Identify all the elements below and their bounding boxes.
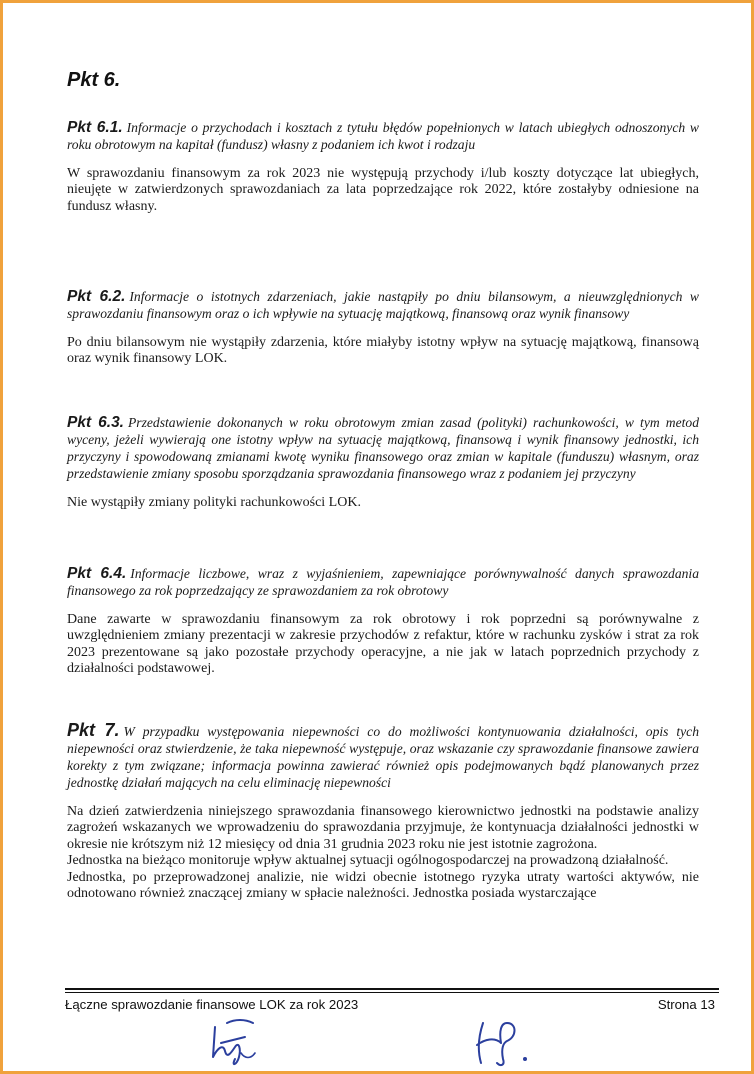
- footer-divider-thin: [65, 992, 719, 993]
- signature-right: [471, 1015, 535, 1071]
- section-paragraph: Dane zawarte w sprawozdaniu finansowym za rok obrotowy i rok poprzedni są porównywalne z uwzględnieniem zmiany prezentacji w zakresie przychodów z refaktur, które w rachunku zysków i strat za rok 2023 prezentowane są jako pozostałe przychody operacyjne, a nie jak w latach poprzednich przychody z działalności podstawowej.: [67, 612, 699, 677]
- section-6-4: [67, 565, 699, 678]
- section-label: Pkt 6.2.: [67, 288, 126, 305]
- section-title: [67, 722, 699, 791]
- section-6-1: [67, 119, 699, 215]
- page-heading: Pkt 6.: [67, 69, 121, 91]
- section-6-3: [67, 414, 699, 511]
- section-title-text: W przypadku występowania niepewności co do możliwości kontynuowania działalności, opis tych niepewności oraz stwierdzenie, że taka niepewność występuje, oraz wskazanie czy sprawozdanie finansowe zawiera korekty z tym związane; informacja powinna zawierać również opis podejmowanych bądź planowanych przez jednostkę działań mających na celu eliminację niepewności: [67, 724, 699, 790]
- section-title: [67, 565, 699, 599]
- section-paragraph: Na dzień zatwierdzenia niniejszego sprawozdania finansowego kierownictwo jednostki na podstawie analizy zagrożeń wskazanych we wprowadzeniu do sprawozdania przyjmuje, że kontynuacja działalności jednostki w okresie nie krótszym niż 12 miesięcy od dnia 31 grudnia 2023 roku nie jest istotnie zagrożona.: [67, 804, 699, 852]
- section-paragraph: Jednostka na bieżąco monitoruje wpływ aktualnej sytuacji ogólnogospodarczej na prowadzoną działalność.: [67, 853, 669, 869]
- section-title-text: Informacje o istotnych zdarzeniach, jakie nastąpiły po dniu bilansowym, a nieuwzględnionych w sprawozdaniu finansowym oraz o ich wpływie na sytuację majątkową, finansową oraz wynik finansowy: [67, 289, 699, 321]
- signature-left: [201, 1013, 271, 1071]
- section-title-text: Przedstawienie dokonanych w roku obrotowym zmian zasad (polityki) rachunkowości, w tym metod wyceny, jeżeli wywierają one istotny wpływ na sytuację majątkową, finansową i wynik finansowy jednostki, ich przyczyny i spowodowaną zmianami kwotę wyniku finansowego oraz zmian w kapitale (funduszu) własnym, oraz przedstawienie zmiany sposobu sporządzania sprawozdania finansowego wraz z podaniem jej przyczyny: [67, 415, 699, 481]
- section-label: Pkt 6.1.: [67, 119, 123, 136]
- section-title: [67, 414, 699, 482]
- section-paragraph: W sprawozdaniu finansowym za rok 2023 nie występują przychody i/lub koszty dotyczące lat ubiegłych, nieujęte w zatwierdzonych sprawozdaniach za lata poprzedzające rok 2022, które zostałyby odniesione na fundusz własny.: [67, 166, 699, 214]
- section-label: Pkt 7.: [67, 720, 120, 740]
- footer-divider: [65, 988, 719, 990]
- section-paragraph: Nie wystąpiły zmiany polityki rachunkowości LOK.: [67, 495, 361, 510]
- section-7: [67, 722, 699, 902]
- section-paragraph: Po dniu bilansowym nie wystąpiły zdarzenia, które miałyby istotny wpływ na sytuację majątkową, finansową oraz wynik finansowy LOK.: [67, 335, 699, 367]
- section-title-text: Informacje liczbowe, wraz z wyjaśnieniem, zapewniające porównywalność danych sprawozdania finansowego za rok poprzedzający ze sprawozdaniem za rok obrotowy: [67, 566, 699, 598]
- section-title-text: Informacje o przychodach i kosztach z tytułu błędów popełnionych w latach ubiegłych odnoszonych w roku obrotowym na kapitał (fundusz) własny z podaniem ich kwot i rodzaju: [67, 120, 700, 152]
- section-paragraph: Jednostka, po przeprowadzonej analizie, nie widzi obecnie istotnego ryzyka utraty wartości aktywów, nie odnotowano również znaczącej zmiany w spłacie należności. Jednostka posiada wystarczające: [67, 869, 699, 902]
- section-label: Pkt 6.4.: [67, 565, 127, 582]
- section-label: Pkt 6.3.: [67, 414, 124, 431]
- footer-page-number: Strona 13: [657, 997, 715, 1012]
- section-title: [67, 119, 699, 153]
- section-title: [67, 288, 699, 322]
- section-6-2: [67, 288, 699, 368]
- footer-document-title: Łączne sprawozdanie finansowe LOK za rok 2023: [65, 997, 359, 1012]
